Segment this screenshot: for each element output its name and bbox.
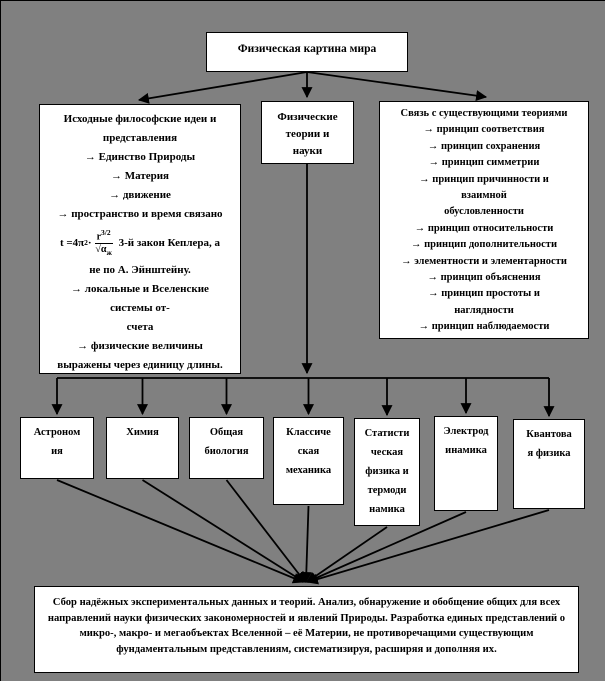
text-line: → движение [109,189,171,201]
philosophical-ideas-box [39,104,241,374]
text-line: Химия [126,427,159,438]
text-line: теории и [285,128,330,140]
text-line: → принцип простоты и [428,288,540,300]
text-line: ческая [370,447,404,458]
text-line: → пространство и время связано [57,208,223,220]
formula-lhs: t =4π [59,236,85,249]
text-line: Квантова [526,429,572,440]
text-line: → Единство Природы [84,151,196,163]
kepler-formula [42,226,238,259]
science-box-quantum-physics [513,419,585,509]
text-line: науки [292,145,323,157]
text-line: Общая [209,427,244,438]
formula-exponent: 2 [84,238,88,248]
science-box-electrodynamics [434,416,498,511]
text-line: → принцип соответствия [423,124,545,136]
text-line: Связь с существующими теориями [400,108,568,119]
science-box-astronomy [20,417,94,479]
text-line: системы от- [110,302,170,315]
text-line: → принцип относительности [414,222,554,234]
text-line: счета [126,321,154,334]
text-line: ская [297,446,320,457]
text-line: Электрод [443,426,489,437]
text-line: не по А. Эйнштейну. [89,264,191,277]
fraction-numerator: $r^{3/2}$ [96,228,111,243]
text-line: Физические [277,111,338,123]
text-line: механика [285,465,332,476]
text-line: термоди [367,485,407,496]
fraction-denominator: $√\alpha_ж$ [95,244,112,258]
text-line: → принцип наблюдаемости [418,321,550,333]
existing-theories-box [379,101,589,339]
text-line: обусловленности [444,206,524,218]
text-line: я физика [527,448,571,459]
text-line: → принцип причинности и [419,173,549,185]
text-line: → локальные и Вселенские [71,283,209,296]
text-line: → Материя [110,170,170,182]
science-box-statistical-physics [354,418,420,526]
physical-world-picture-box [206,32,408,72]
text-line: инамика [445,445,487,456]
text-line: Статисти [364,428,410,439]
formula-fraction [95,226,113,259]
science-box-classical-mechanics [273,417,344,505]
text-line: выражены через единицу длины. [57,359,223,372]
text-line: ия [51,446,63,457]
text-line: биология [204,446,249,457]
box-title: Физическая картина мира [237,43,377,55]
text-line: → принцип симметрии [428,157,540,169]
science-box-general-biology [189,417,264,479]
text-line: Классиче [286,427,331,438]
text-line: → физические величины [77,340,203,353]
text-line: → принцип объяснения [427,272,541,284]
text-line: Астроном [33,427,81,438]
science-box-chemistry [106,417,179,479]
text-line: → элементности и элементарности [401,255,567,267]
text-line: намика [369,504,405,515]
formula-dot: · [87,236,92,249]
summary-box [34,586,579,673]
formula-caption: 3-й закон Кеплера, а [118,236,221,249]
text-line: → принцип сохранения [427,140,541,152]
text-line: Исходные философские идеи и представления [63,113,217,144]
text-line: → принцип дополнительности [410,239,558,251]
summary-text: Сбор надёжных экспериментальных данных и теорий. Анализ, обнаружение и обобщение общих для всех направлений науки физических закономерностей и явлений Природы. Разработка единых представлений о микро-, макро- и мегаобъектах Вселенной – её Материи, не противоречащими существующим фундаментальным представлениям, систематизируя, расширяя и дополняя их. [47,597,566,655]
physical-theories-box [261,101,354,164]
text-line: физика и [365,466,409,477]
text-line: взаимной [461,190,507,202]
text-line: наглядности [454,304,514,316]
